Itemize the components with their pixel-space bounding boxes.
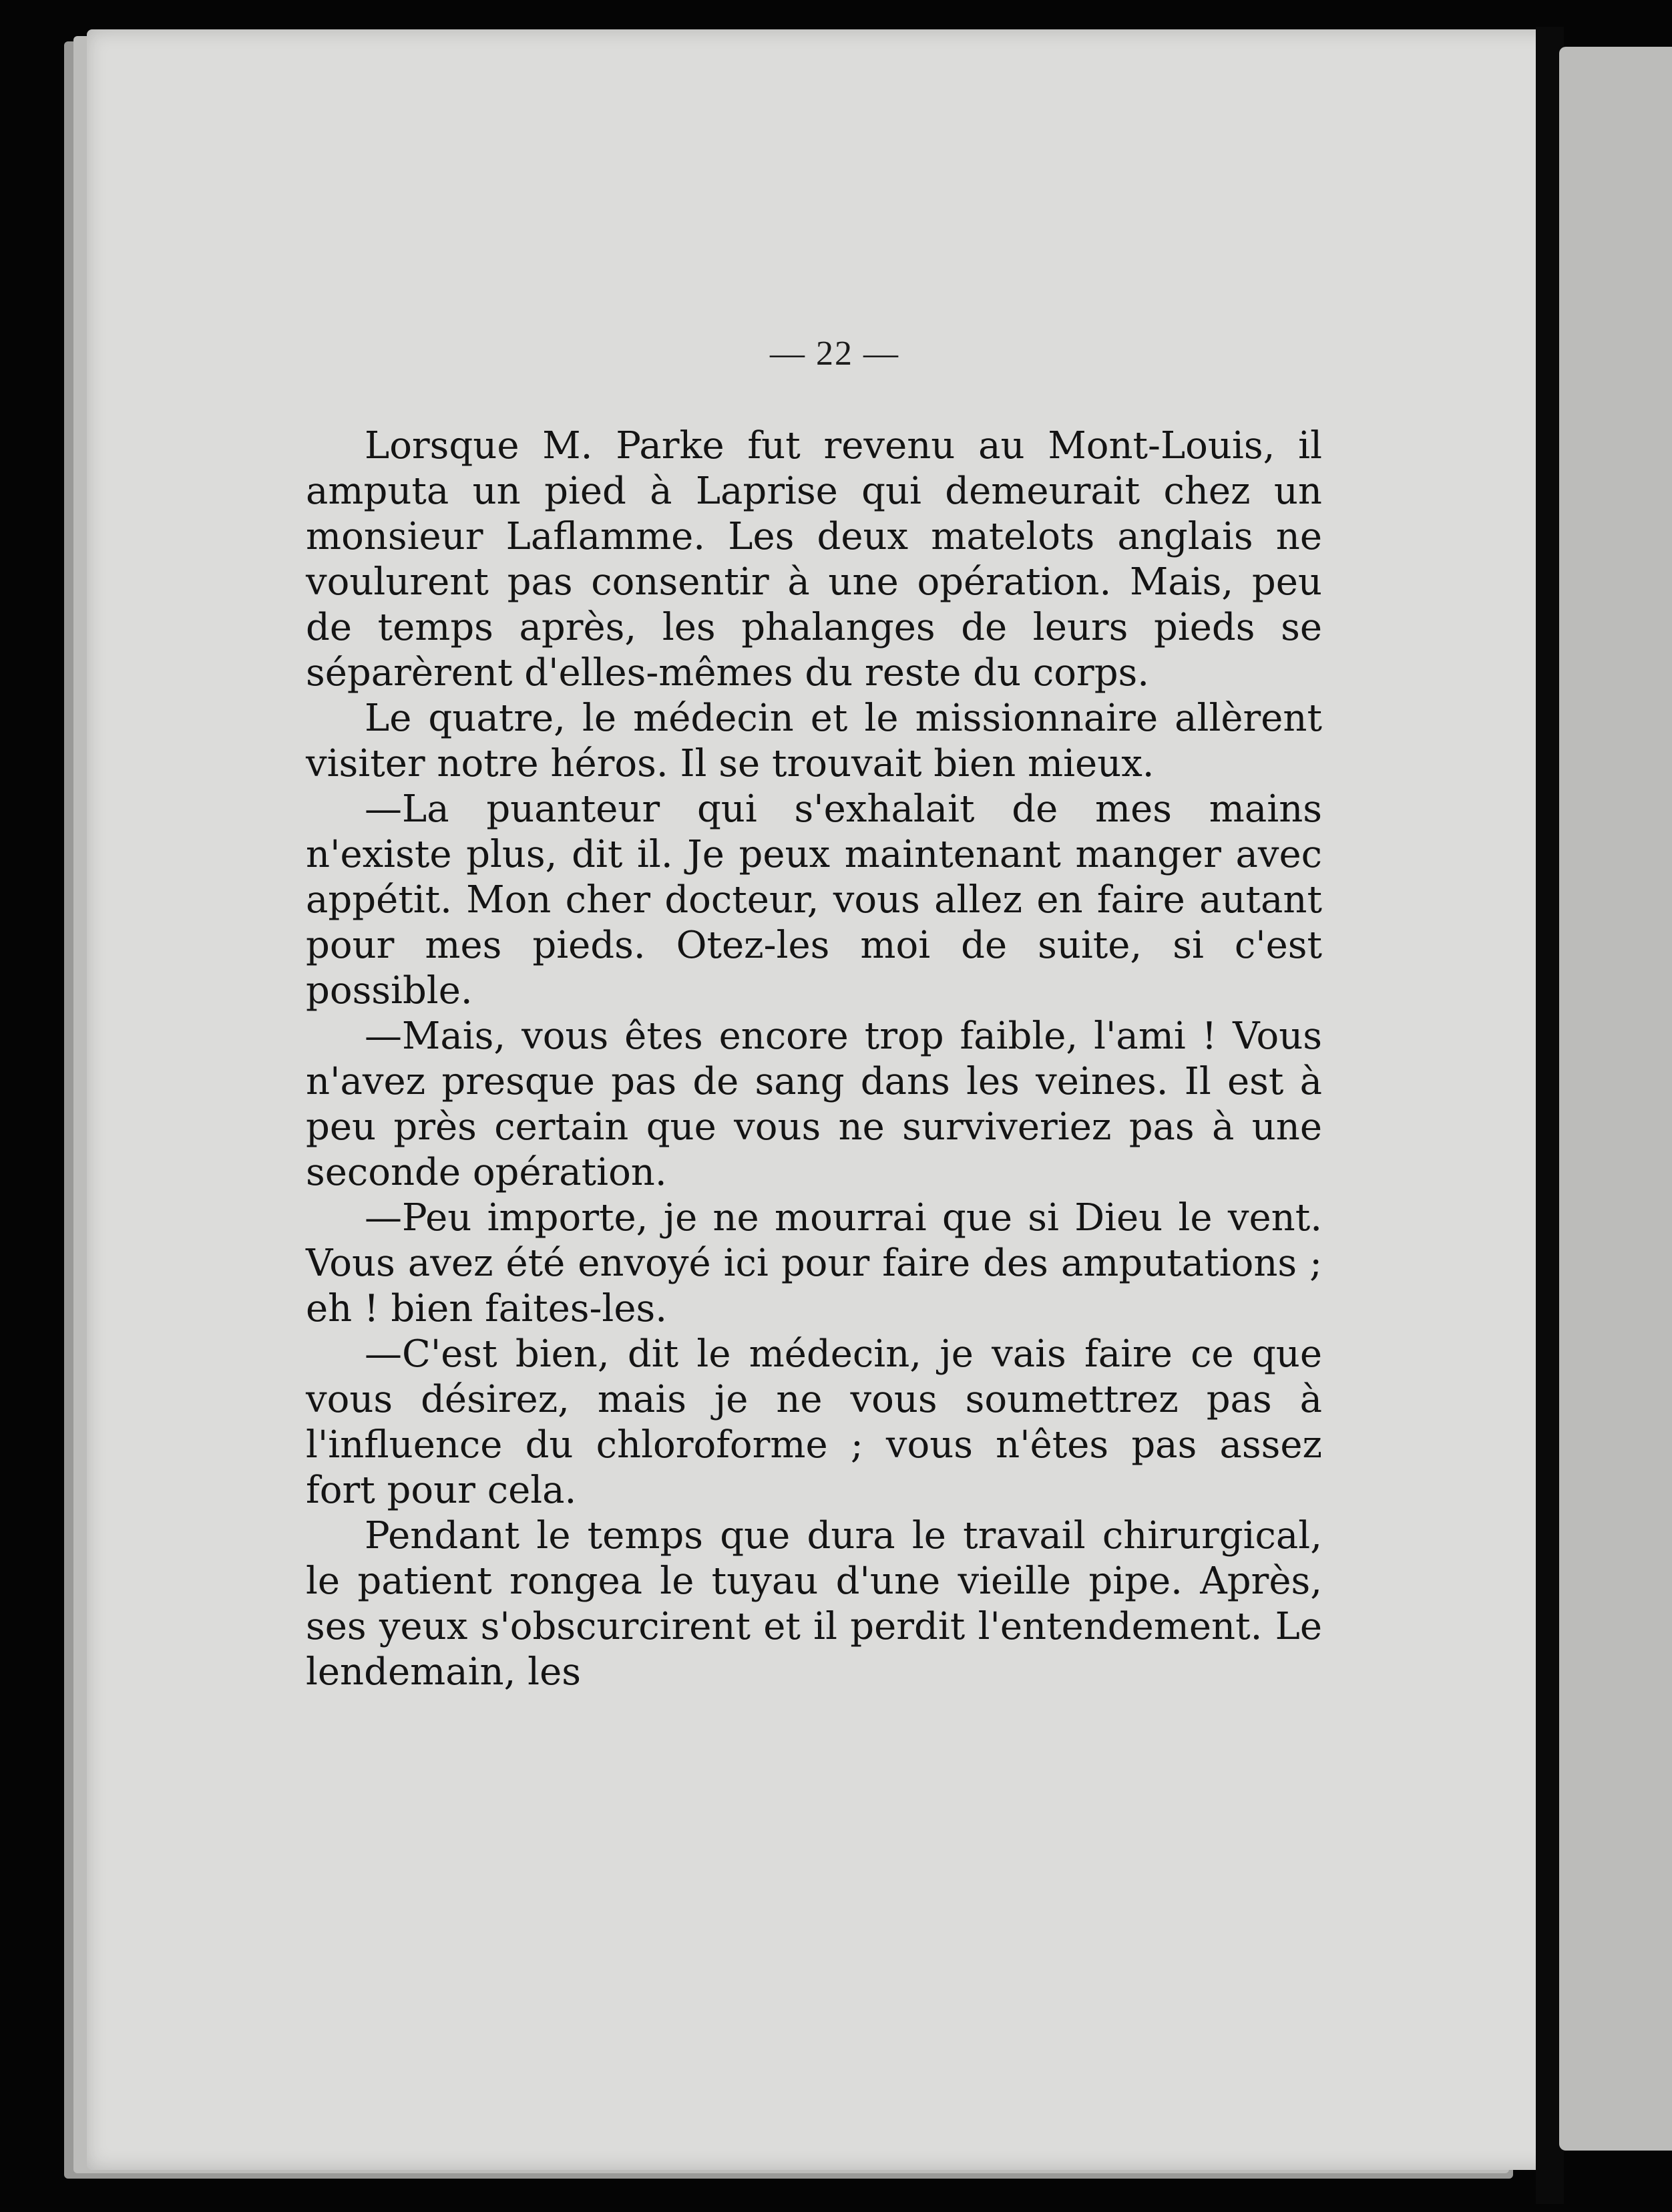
body-text [306,423,1322,1695]
page-number: — 22 — [770,335,899,373]
paragraph: —Mais, vous êtes encore trop faible, l'ami ! Vous n'avez presque pas de sang dans les veines. Il est à peu près certain que vous ne surviveriez pas à une seconde opération. [306,1015,1322,1194]
paragraph: Pendant le temps que dura le travail chirurgical, le patient rongea le tuyau d'une vieille pipe. Après, ses yeux s'obscurcirent et il perdit l'entendement. Le lendemain, les [306,1514,1322,1694]
paragraph: —La puanteur qui s'exhalait de mes mains n'existe plus, dit il. Je peux maintenant manger avec appétit. Mon cher docteur, vous allez en faire autant pour mes pieds. Otez-les moi de suite, si c'est possible. [306,787,1322,1012]
paragraph: Le quatre, le médecin et le missionnaire allèrent visiter notre héros. Il se trouvait bien mieux. [306,697,1322,785]
paragraph: Lorsque M. Parke fut revenu au Mont-Louis, il amputa un pied à Laprise qui demeurait chez un monsieur Laflamme. Les deux matelots anglais ne voulurent pas consentir à une opération. Mais, peu de temps après, les phalanges de leurs pieds se séparèrent d'elles-mêmes du reste du corps. [306,424,1322,695]
facing-page-edge [1559,47,1672,2151]
paragraph: —Peu importe, je ne mourrai que si Dieu le vent. Vous avez été envoyé ici pour faire des amputations ; eh ! bien faites-les. [306,1196,1322,1330]
paragraph: —C'est bien, dit le médecin, je vais faire ce que vous désirez, mais je ne vous soumettrez pas à l'influence du chloroforme ; vous n'êtes pas assez fort pour cela. [306,1332,1322,1512]
